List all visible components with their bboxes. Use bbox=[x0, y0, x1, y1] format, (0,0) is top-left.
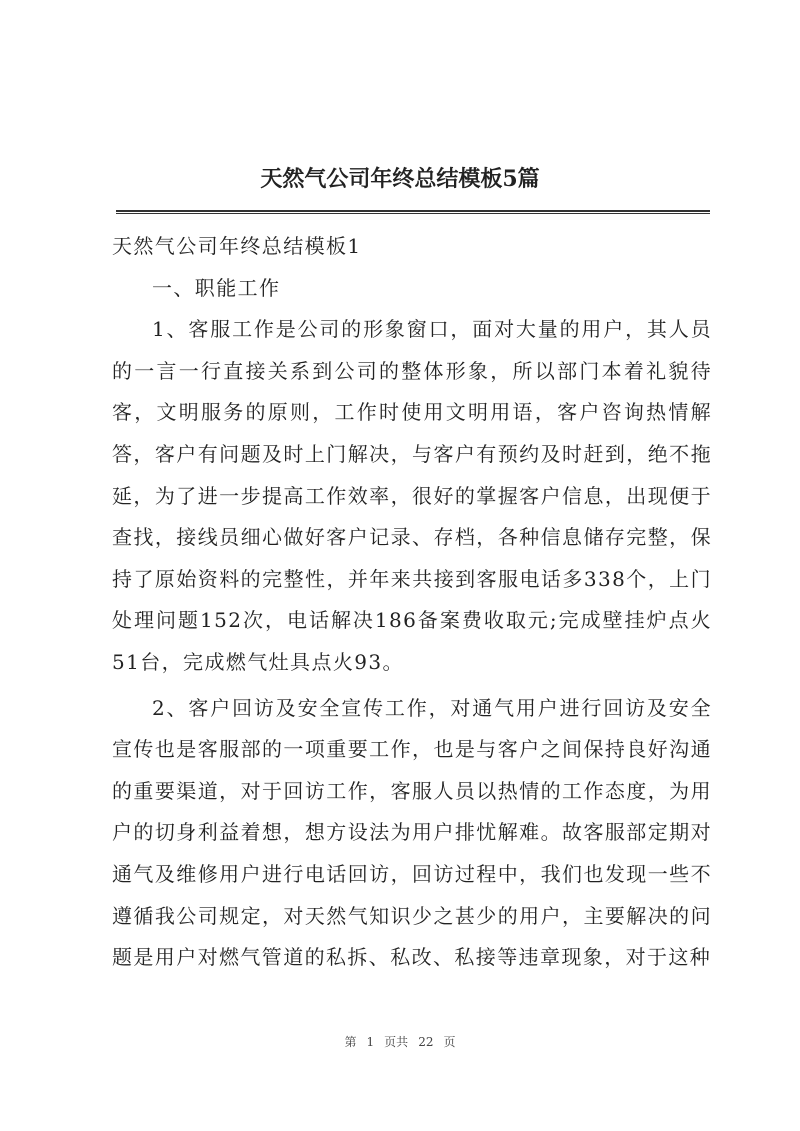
section-title: 天然气公司年终总结模板1 bbox=[112, 234, 362, 258]
footer-page-current: 1 bbox=[366, 1035, 375, 1049]
document-body bbox=[112, 226, 712, 979]
page-footer bbox=[0, 1034, 800, 1050]
footer-prefix: 第 bbox=[344, 1035, 357, 1049]
paragraph-customer-service: 1、客服工作是公司的形象窗口，面对大量的用户，其人员的一言一行直接关系到公司的整体形象，所以部门本着礼貌待客，文明服务的原则，工作时使用文明用语，客户咨询热情解答，客户有问题及时上门解决，与客户有预约及时赶到，绝不拖延，为了进一步提高工作效率，很好的掌握客户信息，出现便于查找，接线员细心做好客户记录、存档，各种信息储存完整，保持了原始资料的完整性，并年来共接到客服电话多338个，上门处理问题152次，电话解决186备案费收取元;完成壁挂炉点火51台，完成燃气灶具点火93。 bbox=[112, 317, 712, 674]
footer-suffix: 页 bbox=[443, 1035, 456, 1049]
footer-page-total: 22 bbox=[418, 1035, 434, 1049]
paragraph-return-visit: 2、客户回访及安全宣传工作，对通气用户进行回访及安全宣传也是客服部的一项重要工作，也是与客户之间保持良好沟通的重要渠道，对于回访工作，客服人员以热情的工作态度，为用户的切身利益着想，想方设法为用户排忧解难。故客服部定期对通气及维修用户进行电话回访，回访过程中，我们也发现一些不遵循我公司规定，对天然气知识少之甚少的用户，主要解决的问题是用户对燃气管道的私拆、私改、私接等违章现象，对于这种 bbox=[112, 695, 712, 970]
title-divider bbox=[116, 210, 710, 214]
heading-functional-work: 一、职能工作 bbox=[152, 275, 281, 300]
page-title: 天然气公司年终总结模板5篇 bbox=[260, 166, 540, 192]
footer-mid: 页共 bbox=[384, 1035, 409, 1049]
